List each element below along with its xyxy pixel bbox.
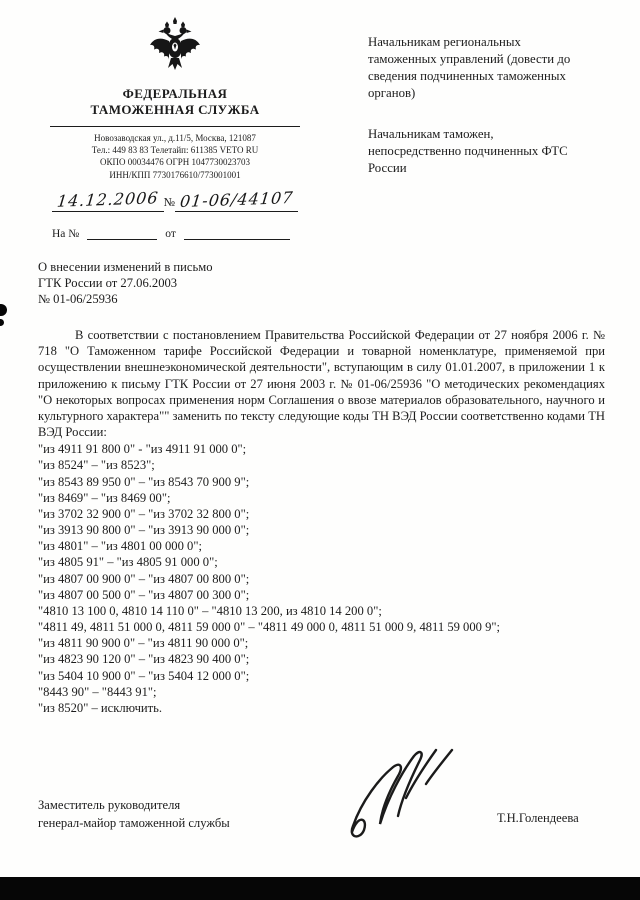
code-line: "из 4807 00 500 0" – "из 4807 00 300 0"; (38, 587, 250, 602)
letterhead (50, 16, 300, 240)
letter-body (38, 327, 605, 716)
handwritten-date-underline (52, 190, 164, 212)
org-inn-kpp: ИНН/КПП 7730176610/773001001 (109, 169, 241, 180)
code-line: "из 4823 90 120 0" – "из 4823 90 400 0"; (38, 652, 250, 667)
org-name-line1: ФЕДЕРАЛЬНАЯ (122, 86, 228, 101)
code-line: "из 4807 00 900 0" – "из 4807 00 800 0"; (38, 571, 250, 586)
letterhead-details (50, 132, 300, 182)
handwritten-number: 01-06/44107 (179, 188, 295, 212)
date-number-row (50, 190, 300, 212)
reference-row (50, 227, 300, 240)
scan-artifact-bottom-bar (0, 877, 640, 900)
ot-label: от (165, 228, 176, 241)
org-okpo-ogrn: ОКПО 00034476 ОГРН 1047730023703 (100, 157, 250, 168)
code-line: "из 8543 89 950 0" – "из 8543 70 900 9"; (38, 474, 250, 489)
code-line: "4810 13 100 0, 4810 14 110 0" – "4810 13 200, из 4810 14 200 0"; (38, 603, 382, 618)
code-line: "из 4811 90 900 0" – "из 4811 90 000 0"; (38, 636, 249, 651)
code-line: "из 4801" – "из 4801 00 000 0"; (38, 539, 202, 554)
org-name-line2: ТАМОЖЕННАЯ СЛУЖБА (90, 102, 260, 118)
code-line: "из 8524" – "из 8523"; (38, 458, 155, 473)
coat-of-arms-icon (148, 16, 202, 76)
code-line: "8443 90" – "8443 91"; (38, 684, 157, 699)
signer-position-line2: генерал-майор таможенной службы (38, 816, 230, 831)
signer-position (38, 796, 230, 833)
recipient-2: Начальникам таможен, непосредственно подчиненных ФТС России (368, 127, 568, 176)
subject-block (38, 259, 213, 307)
code-line: "из 4805 91" – "из 4805 91 000 0"; (38, 555, 218, 570)
org-phone: Тел.: 449 83 83 Телетайп: 611385 VETO RU (91, 144, 259, 155)
org-name (50, 86, 300, 119)
subject-line2: ГТК России от 27.06.2003 (38, 276, 178, 291)
signature-icon (338, 740, 468, 840)
code-line: "из 8469" – "из 8469 00"; (38, 490, 171, 505)
recipient-1: Начальникам региональных таможенных управлений (довести до сведения подчиненных таможенных органов) (368, 35, 571, 101)
body-paragraph: В соответствии с постановлением Правительства Российской Федерации от 27 ноября 2006 г. № 718 "О Таможенном тарифе Российской Федерации и товарной номенклатуре, применяемой при осуществлении внешнеэкономической деятельности", вступающим в силу 01.01.2007, в приложении 1 к приложению к письму ГТК России от 27 июня 2003 г. № 01-06/25936 "О методических рекомендациях "О некоторых вопросах применения норм Соглашения о ввозе материалов образовательного, научного и культурного характера"" заменить по тексту следующие коды ТН ВЭД России соответственно кодами ТН ВЭД России: (38, 328, 605, 440)
code-line: "из 3702 32 900 0" – "из 3702 32 800 0"; (38, 506, 250, 521)
reference-number-blank (87, 227, 157, 240)
subject-line1: О внесении изменений в письмо (38, 260, 213, 274)
code-line: "из 8520" – исключить. (38, 700, 163, 715)
signer-name: Т.Н.Голендеева (497, 811, 579, 825)
scan-artifact-left-mark (0, 304, 7, 316)
code-line: "из 4911 91 800 0" - "из 4911 91 000 0"; (38, 442, 247, 457)
recipients-block (368, 34, 576, 177)
na-label: На № (52, 228, 80, 241)
signer-position-line1: Заместитель руководителя (38, 798, 181, 812)
handwritten-date: 14.12.2006 (56, 188, 160, 211)
handwritten-number-underline (175, 190, 298, 212)
number-sign-label: № (163, 195, 176, 210)
reference-date-blank (184, 227, 290, 240)
code-line: "из 5404 10 900 0" – "из 5404 12 000 0"; (38, 668, 250, 683)
code-line: "из 3913 90 800 0" – "из 3913 90 000 0"; (38, 523, 250, 538)
code-line: "4811 49, 4811 51 000 0, 4811 59 000 0" – "4811 49 000 0, 4811 51 000 9, 4811 59 000 9"; (38, 620, 501, 635)
subject-line3: № 01-06/25936 (38, 292, 118, 307)
scan-artifact-left-mark (0, 319, 4, 326)
org-address: Новозаводская ул., д.11/5, Москва, 121087 (94, 132, 256, 143)
letterhead-divider (50, 126, 300, 127)
